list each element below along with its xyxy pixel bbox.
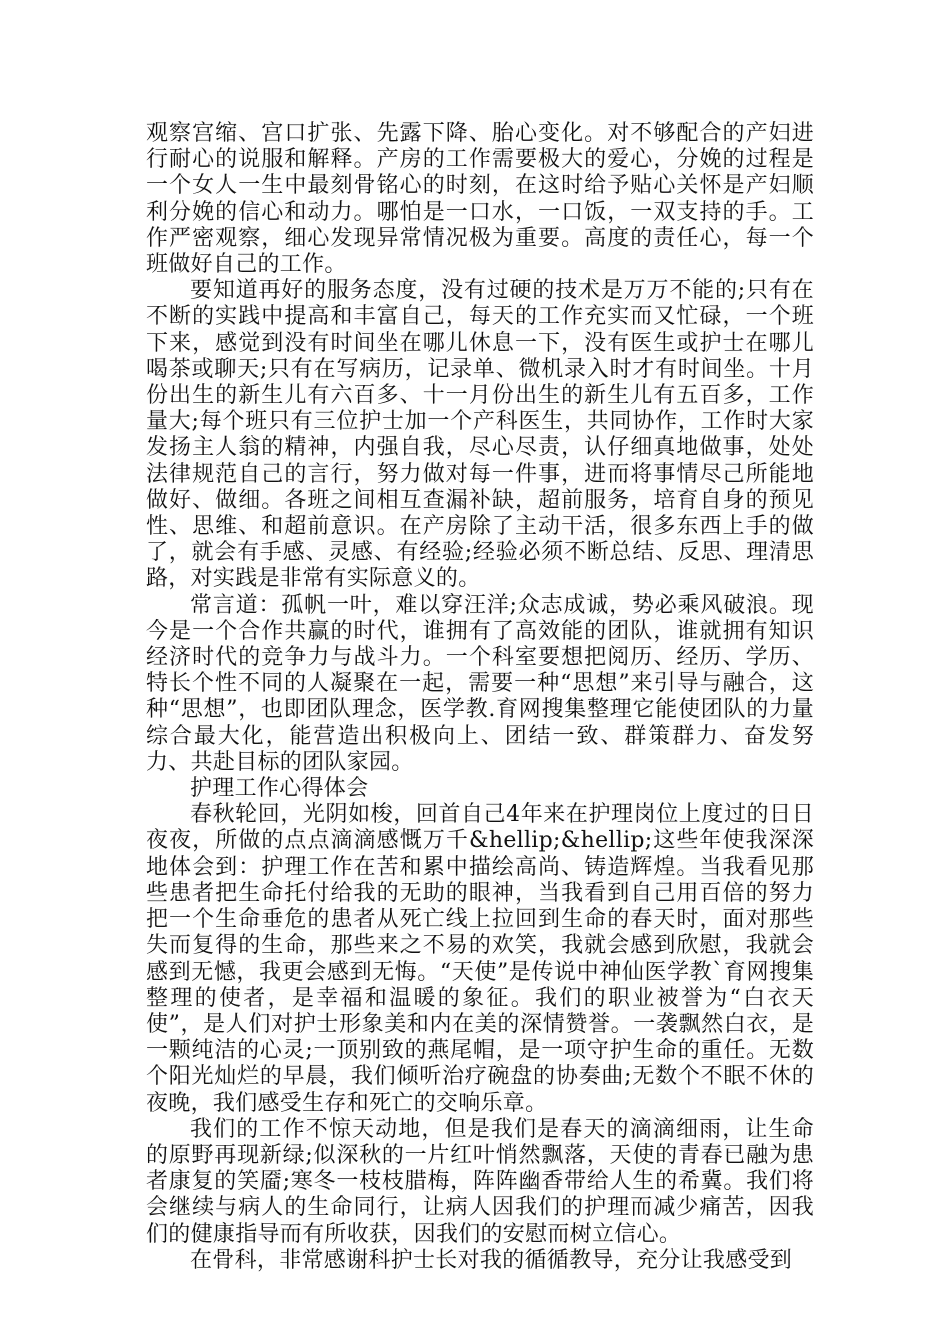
paragraph-nursing-work: 我们的工作不惊天动地，但是我们是春天的滴滴细雨，让生命的原野再现新绿;似深秋的一片红叶悄然飘落，天使的青春已融为患者康复的笑靥;寒冬一枝枝腊梅，阵阵幽香带给人生的希冀。我们将会继续与病人的生命同行，让病人因我们的护理而减少痛苦，因我们的健康指导而有所收获，因我们的安慰而树立信心。 [146, 1116, 814, 1247]
paragraph-orthopedics: 在骨科，非常感谢科护士长对我的循循教导，充分让我感受到 [190, 1247, 793, 1273]
document-body [146, 121, 814, 1274]
paragraph-nursing-reflection: 春秋轮回，光阴如梭，回首自己4年来在护理岗位上度过的日日夜夜，所做的点点滴滴感慨万千&hellip;&hellip;这些年使我深深地体会到：护理工作在苦和累中描绘高尚、铸造辉煌。当我看见那些患者把生命托付给我的无助的眼神，当我看到自己用百倍的努力把一个生命垂危的患者从死亡线上拉回到生命的春天时，面对那些失而复得的生命，那些来之不易的欢笑，我就会感到欣慰，我就会感到无憾，我更会感到无悔。“天使”是传说中神仙医学教`育网搜集整理的使者，是幸福和温暖的象征。我们的职业被誉为“白衣天使”，是人们对护士形象美和内在美的深情赞誉。一袭飘然白衣，是一颗纯洁的心灵;一顶别致的燕尾帽，是一项守护生命的重任。无数个阳光灿烂的早晨，我们倾听治疗碗盘的协奏曲;无数个不眠不休的夜晚，我们感受生存和死亡的交响乐章。 [146, 802, 814, 1116]
section-heading: 护理工作心得体会 [190, 776, 369, 802]
paragraph-service-and-skill: 要知道再好的服务态度，没有过硬的技术是万万不能的;只有在不断的实践中提高和丰富自己，每天的工作充实而又忙碌，一个班下来，感觉到没有时间坐在哪儿休息一下，没有医生或护士在哪儿喝茶或聊天;只有在写病历，记录单、微机录入时才有时间坐。十月份出生的新生儿有六百多、十一月份出生的新生儿有五百多，工作量大;每个班只有三位护士加一个产科医生，共同协作，工作时大家发扬主人翁的精神，内强自我，尽心尽责，认仔细真地做事，处处法律规范自己的言行，努力做对每一件事，进而将事情尽己所能地做好、做细。各班之间相互查漏补缺，超前服务，培育自身的预见性、思维、和超前意识。在产房除了主动干活，很多东西上手的做了，就会有手感、灵感、有经验;经验必须不断总结、反思、理清思路，对实践是非常有实际意义的。 [146, 278, 814, 592]
paragraph-continuation: 观察宫缩、宫口扩张、先露下降、胎心变化。对不够配合的产妇进行耐心的说服和解释。产房的工作需要极大的爱心，分娩的过程是一个女人一生中最刻骨铭心的时刻，在这时给予贴心关怀是产妇顺利分娩的信心和动力。哪怕是一口水，一口饭，一双支持的手。工作严密观察，细心发现异常情况极为重要。高度的责任心，每一个班做好自己的工作。 [146, 121, 814, 278]
paragraph-teamwork: 常言道：孤帆一叶，难以穿汪洋;众志成诚，势必乘风破浪。现今是一个合作共赢的时代，谁拥有了高效能的团队，谁就拥有知识经济时代的竞争力与战斗力。一个科室要想把阅历、经历、学历、特长个性不同的人凝聚在一起，需要一种“思想”来引导与融合，这种“思想”，也即团队理念，医学教.育网搜集整理它能使团队的力量综合最大化，能营造出积极向上、团结一致、群策群力、奋发努力、共赴目标的团队家园。 [146, 592, 814, 775]
